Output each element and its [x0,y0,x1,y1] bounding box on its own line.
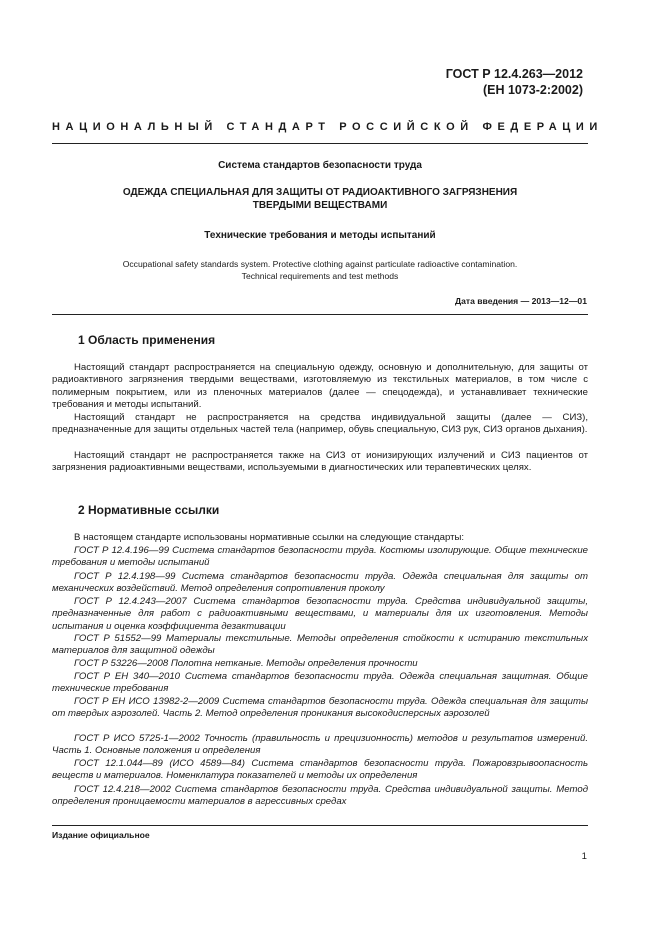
reference-item: ГОСТ Р ЕН ИСО 13982-2—2009 Система стандартов безопасности труда. Одежда специальная для защиты от твердых аэрозолей. Часть 2. Метод определения проникания высокодисперсных аэрозолей [52,696,588,720]
section-1-heading: 1 Область применения [78,333,216,347]
english-title-line-2: Technical requirements and test methods [241,271,399,281]
standard-designation [446,66,583,98]
title-line-2: ТВЕРДЫМИ ВЕЩЕСТВАМИ [252,200,388,211]
section-1-paragraph-2: Настоящий стандарт не распространяется на средства индивидуальной защиты (далее — СИЗ), предназначенные для защиты отдельных частей тела (например, обувь специальную, СИЗ рук, СИЗ органов дыхания). [52,412,588,436]
footer-divider [52,825,588,826]
document-title [52,186,588,212]
gost-code: ГОСТ Р 12.4.263—2012 [445,67,583,81]
reference-item: ГОСТ 12.4.218—2002 Система стандартов безопасности труда. Средства индивидуальной защиты. Метод определения проницаемости материалов в агрессивных средах [52,784,588,808]
reference-item: ГОСТ Р ИСО 5725-1—2002 Точность (правильность и прецизионность) методов и результатов измерений. Часть 1. Основные положения и определения [52,733,588,757]
series-title: Система стандартов безопасности труда [218,160,422,171]
english-title [52,258,588,282]
reference-item: ГОСТ Р 12.4.198—99 Система стандартов безопасности труда. Одежда специальная для защиты от механических воздействий. Метод определения сопротивления проколу [52,571,588,595]
national-standard-heading: НАЦИОНАЛЬНЫЙ СТАНДАРТ РОССИЙСКОЙ ФЕДЕРАЦИИ [52,121,603,133]
introduction-date: Дата введения — 2013—12—01 [454,296,587,306]
reference-item: ГОСТ 12.1.044—89 (ИСО 4589—84) Система стандартов безопасности труда. Пожаровзрывоопасность веществ и материалов. Номенклатура показателей и методы их определения [52,758,588,782]
title-line-1: ОДЕЖДА СПЕЦИАЛЬНАЯ ДЛЯ ЗАЩИТЫ ОТ РАДИОАКТИВНОГО ЗАГРЯЗНЕНИЯ [122,187,518,198]
header-divider [52,143,588,144]
section-1-paragraph-1: Настоящий стандарт распространяется на специальную одежду, основную и дополнительную, для защиты от радиоактивного загрязнения твердыми веществами, изготовляемую из текстильных материалов, в том числе с полимерным покрытием, или из пленочных материалов (далее — спецодежда), и устанавливает технические требования и методы испытаний. [52,362,588,411]
section-2-intro: В настоящем стандарте использованы нормативные ссылки на следующие стандарты: [74,532,465,543]
reference-item: ГОСТ Р 51552—99 Материалы текстильные. Методы определения стойкости к истиранию текстильных материалов для защитной одежды [52,633,588,657]
reference-item: ГОСТ Р 12.4.243—2007 Система стандартов безопасности труда. Средства индивидуальной защиты, предназначенные для работ с радиоактивными веществами, и материалы для их изготовления. Методы испытания и оценка коэффициента дезактивации [52,596,588,632]
edition-label: Издание официальное [52,830,150,840]
section-2-heading: 2 Нормативные ссылки [78,503,220,517]
reference-item: ГОСТ Р 53226—2008 Полотна нетканые. Методы определения прочности [74,658,418,669]
en-code: (ЕН 1073-2:2002) [482,83,583,97]
english-title-line-1: Occupational safety standards system. Protective clothing against particulate radioactive contamination. [122,259,518,269]
reference-item: ГОСТ Р 12.4.196—99 Система стандартов безопасности труда. Костюмы изолирующие. Общие технические требования и методы испытаний [52,545,588,569]
document-subtitle: Технические требования и методы испытаний [204,230,436,241]
section-1-paragraph-3: Настоящий стандарт не распространяется также на СИЗ от ионизирующих излучений и СИЗ пациентов от загрязнения радиоактивными веществами, используемыми в диагностических или терапевтических целях. [52,450,588,474]
page-number: 1 [581,851,587,862]
reference-item: ГОСТ Р ЕН 340—2010 Система стандартов безопасности труда. Одежда специальная защитная. Общие технические требования [52,671,588,695]
title-divider [52,314,588,315]
